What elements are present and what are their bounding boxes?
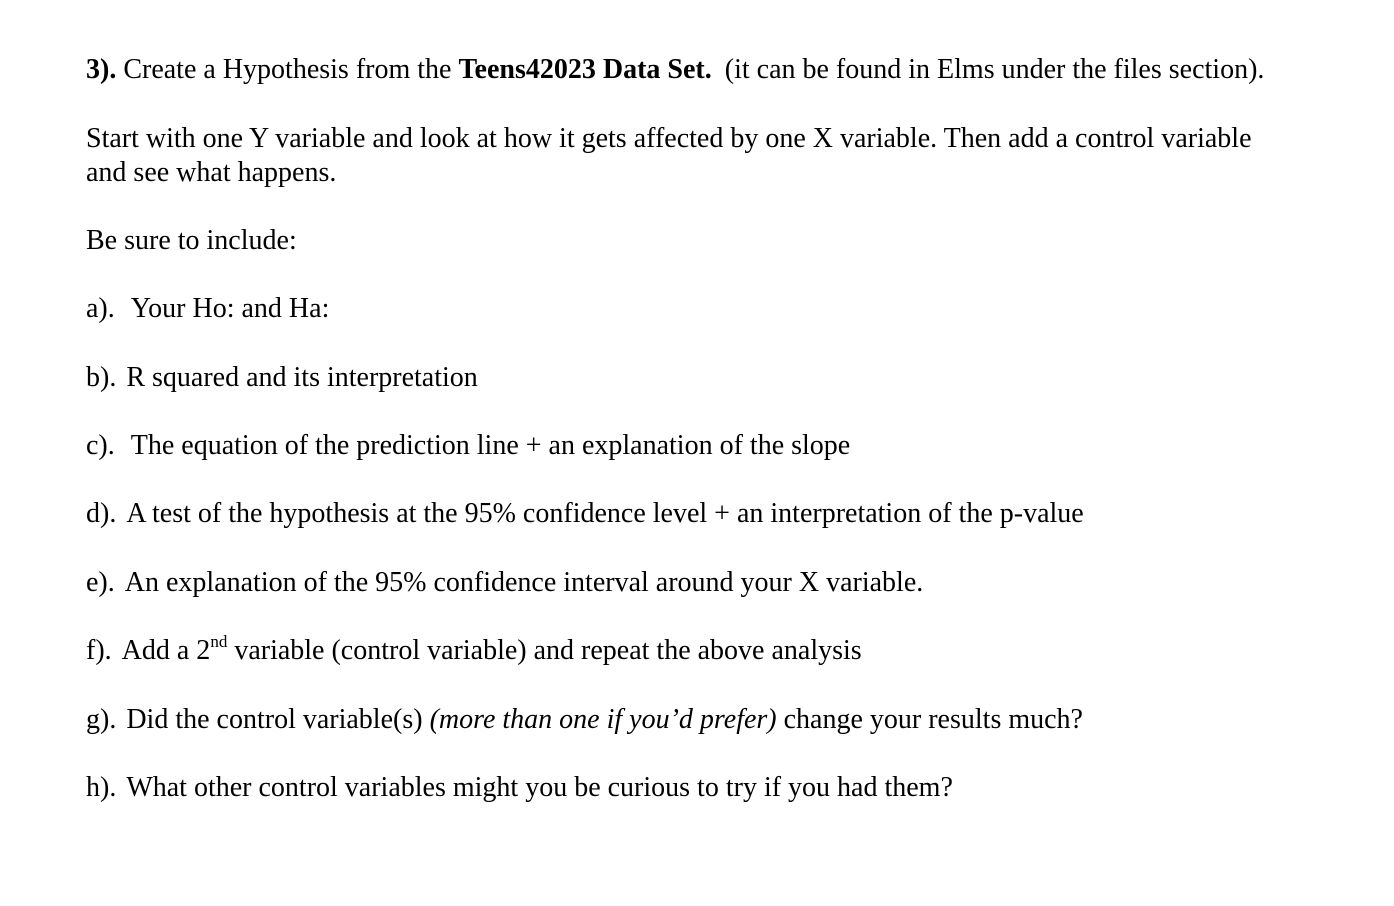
list-item-b [86, 361, 478, 395]
dataset-location-note: (it can be found in Elms under the files section). [724, 54, 1265, 85]
item-marker: b). [86, 362, 117, 393]
item-italic-note: (more than one if you’d prefer) [429, 704, 777, 735]
question-intro: Create a Hypothesis from the [123, 54, 452, 85]
dataset-name: Teens42023 Data Set. [458, 54, 712, 85]
item-marker: h). [86, 772, 117, 803]
instruction-line-1: Start with one Y variable and look at how it gets affected by one X variable. Then add a control variable [86, 123, 1252, 154]
item-text: R squared and its interpretation [126, 362, 478, 393]
include-heading: Be sure to include: [86, 225, 297, 256]
item-text: Your Ho: and Ha: [130, 293, 330, 324]
item-marker: c). [86, 430, 115, 461]
item-text: Add a 2 [121, 635, 211, 666]
item-marker: f). [86, 635, 112, 666]
item-text: Did the control variable(s) [126, 704, 423, 735]
list-item-c [86, 429, 850, 463]
item-text-continued: variable (control variable) and repeat the above analysis [234, 635, 862, 666]
item-marker: a). [86, 293, 115, 324]
list-item-a [86, 292, 329, 326]
item-marker: d). [86, 498, 117, 529]
instruction-line-2: and see what happens. [86, 157, 337, 188]
item-text: What other control variables might you be curious to try if you had them? [126, 772, 953, 803]
question-number: 3). [86, 54, 117, 85]
list-item-f [86, 631, 862, 668]
list-item-e [86, 566, 923, 600]
item-marker: g). [86, 704, 117, 735]
item-text-continued: change your results much? [783, 704, 1083, 735]
item-text: The equation of the prediction line + an explanation of the slope [130, 430, 851, 461]
list-item-d [86, 497, 1084, 531]
list-item-h [86, 771, 953, 805]
item-text: A test of the hypothesis at the 95% confidence level + an interpretation of the p-value [126, 498, 1084, 529]
list-item-g [86, 703, 1083, 737]
item-marker: e). [86, 567, 115, 598]
ordinal-superscript: nd [210, 631, 228, 651]
question-heading [86, 53, 1264, 87]
item-text: An explanation of the 95% confidence interval around your X variable. [124, 567, 924, 598]
